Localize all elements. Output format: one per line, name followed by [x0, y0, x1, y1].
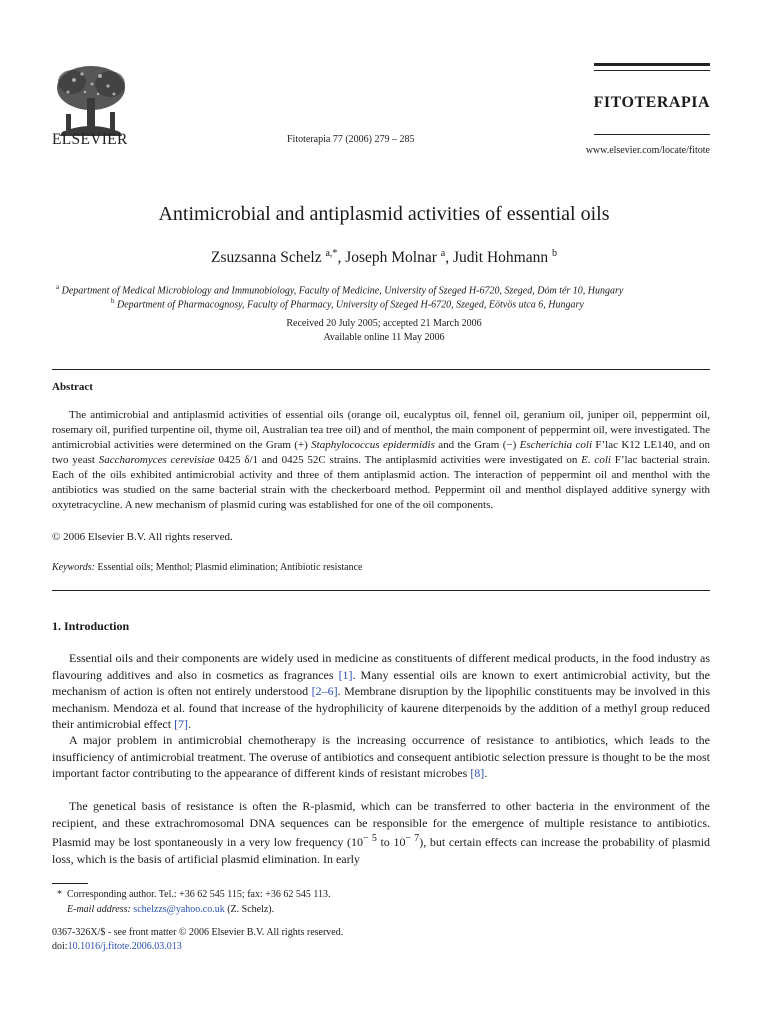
affiliation-mark: a	[56, 283, 60, 291]
doi-link[interactable]: 10.1016/j.fitote.2006.03.013	[67, 941, 182, 952]
email-note	[52, 904, 274, 915]
issn-line: 0367-326X/$ - see front matter © 2006 Elsevier B.V. All rights reserved.	[52, 927, 344, 938]
publisher-name: ELSEVIER	[52, 131, 128, 148]
doi-label: doi:	[52, 941, 68, 952]
text-segment: The genetical basis of resistance is often the R-plasmid, which can be transferred to other bacteria in the environment of the recipient, and these extrachromosomal DNA sequences can be responsible for the emergence of multiple resistance to antibiotics. Plasmid may be lost spontaneously in a very low frequency (10	[52, 799, 710, 849]
received-dates: Received 20 July 2005; accepted 21 March 2006	[286, 318, 482, 329]
journal-name: FITOTERAPIA	[593, 94, 710, 111]
email-label: E-mail address:	[67, 904, 131, 915]
abstract-segment: F’lac K12 LE140, and on two yeast	[52, 439, 710, 466]
exponent: − 7	[405, 833, 420, 844]
abstract-copyright: © 2006 Elsevier B.V. All rights reserved.	[52, 531, 233, 543]
species-name: Staphylococcus epidermidis	[311, 439, 435, 451]
doi-line	[52, 941, 182, 952]
header-rule-thin	[594, 70, 710, 71]
section-heading: 1. Introduction	[52, 619, 130, 633]
journal-url-link[interactable]: www.elsevier.com/locate/fitote	[585, 145, 710, 156]
email-owner: (Z. Schelz).	[224, 904, 275, 915]
corresponding-author-note	[52, 889, 331, 900]
text-segment: Essential oils and their components are widely used in medicine as constituents of different medical products, in the food industry as flavouring additives and also in cosmetics as fragrances	[52, 651, 710, 682]
species-name: Escherichia coli	[519, 439, 593, 451]
keywords	[52, 562, 362, 573]
text-segment: . Membrane disruption by the lipophilic constituents may be involved in this mechanism. Mendoza et al. found that increase of the hydrophilicity of kaurene diterpenoids by the addition of a methyl group reduced their antimicrobial effect	[52, 684, 710, 731]
abstract-heading: Abstract	[52, 381, 93, 393]
journal-rule	[594, 134, 710, 135]
affiliation-text: Department of Medical Microbiology and Immunobiology, Faculty of Medicine, University of Szeged H-6720, Szeged, Dóm tér 10, Hungary	[61, 285, 624, 297]
author-list: Zsuzsanna Schelz $^{a,*}$, Joseph Molnar $^a$, Judit Hohmann $^b$	[210, 248, 557, 267]
keywords-label: Keywords:	[52, 562, 95, 573]
abstract-text	[52, 408, 710, 513]
article-title: Antimicrobial and antiplasmid activities of essential oils	[158, 203, 610, 225]
author-name: Judit Hohmann	[452, 249, 549, 267]
author-mark: a	[440, 248, 446, 259]
text-segment: to 10	[376, 835, 406, 849]
abstract-segment: The antimicrobial and antiplasmid activities of essential oils (orange oil, eucalyptus oil, fennel oil, geranium oil, juniper oil, peppermint oil, rosemary oil, purified turpentine oil, thyme oil, Australian tea tree oil) and of menthol, the main component of peppermint oil, were investigated. The antimicrobial activities were determined on the Gram (+)	[52, 409, 710, 451]
author-mark: a,*	[325, 248, 338, 259]
footnote-mark: *	[57, 889, 62, 900]
text-segment: .	[188, 717, 192, 731]
text-segment: .	[484, 766, 488, 780]
intro-paragraph	[52, 798, 710, 867]
journal-citation: Fitoterapia 77 (2006) 279 – 285	[287, 134, 415, 145]
footnote-rule	[52, 883, 88, 884]
footnote-text: Corresponding author. Tel.: +36 62 545 115; fax: +36 62 545 113.	[67, 889, 331, 900]
text-segment: A major problem in antimicrobial chemotherapy is the increasing occurrence of resistance to antibiotics, which leads to the insufficiency of antimicrobial treatment. The overuse of antibiotics and consequent antibiotic selection pressure is thought to be the most important factor contributing to the appearance of different kinds of resistant microbes	[52, 733, 710, 780]
intro-paragraph	[52, 650, 710, 733]
email-link[interactable]: schelzzs@yahoo.co.uk	[133, 904, 225, 915]
text-segment: . Many essential oils are known to exert antimicrobial activity, but the mechanism of action is often not entirely understood	[52, 667, 710, 698]
abstract-top-rule	[52, 369, 710, 370]
text-segment: ), but certain effects can increase the probability of plasmid loss, which is the basis of artificial plasmid elimination. In early	[52, 835, 711, 866]
species-name: E. coli	[581, 454, 611, 466]
citation-link[interactable]: [2–6]	[311, 684, 338, 698]
abstract-segment: and the Gram (−)	[434, 439, 520, 451]
abstract-bottom-rule	[52, 590, 710, 591]
affiliation-text: Department of Pharmacognosy, Faculty of Pharmacy, University of Szeged H-6720, Szeged, Eötvös utca 6, Hungary	[117, 299, 584, 311]
citation-link[interactable]: [1]	[338, 667, 353, 682]
header-rule	[594, 63, 710, 66]
author-mark: b	[552, 248, 557, 259]
citation-link[interactable]: [8]	[470, 766, 485, 780]
intro-paragraph	[52, 732, 710, 782]
affiliation	[111, 297, 584, 310]
exponent: − 5	[363, 833, 377, 844]
citation-link[interactable]: [7]	[174, 717, 189, 731]
species-name: Saccharomyces cerevisiae	[98, 454, 215, 466]
abstract-segment: F’lac bacterial strain. Each of the oils exhibited antimicrobial activity and three of them antiplasmid action. The interaction of peppermint oil and menthol with the antibiotics was studied on the same bacterial strain with the checkerboard method. Peppermint oil and menthol displayed additive synergy with oxytetracycline. A new mechanism of plasmid curing was established for one of the oil components.	[52, 454, 711, 511]
keywords-list: Essential oils; Menthol; Plasmid elimination; Antibiotic resistance	[97, 562, 363, 573]
abstract-segment: 0425 δ/1 and 0425 52C strains. The antiplasmid activities were investigated on	[214, 454, 582, 466]
available-online-date: Available online 11 May 2006	[323, 332, 445, 343]
author-name: Zsuzsanna Schelz	[210, 249, 322, 267]
affiliation-mark: b	[111, 297, 115, 305]
author-name: Joseph Molnar	[345, 249, 437, 267]
affiliation	[56, 283, 623, 296]
